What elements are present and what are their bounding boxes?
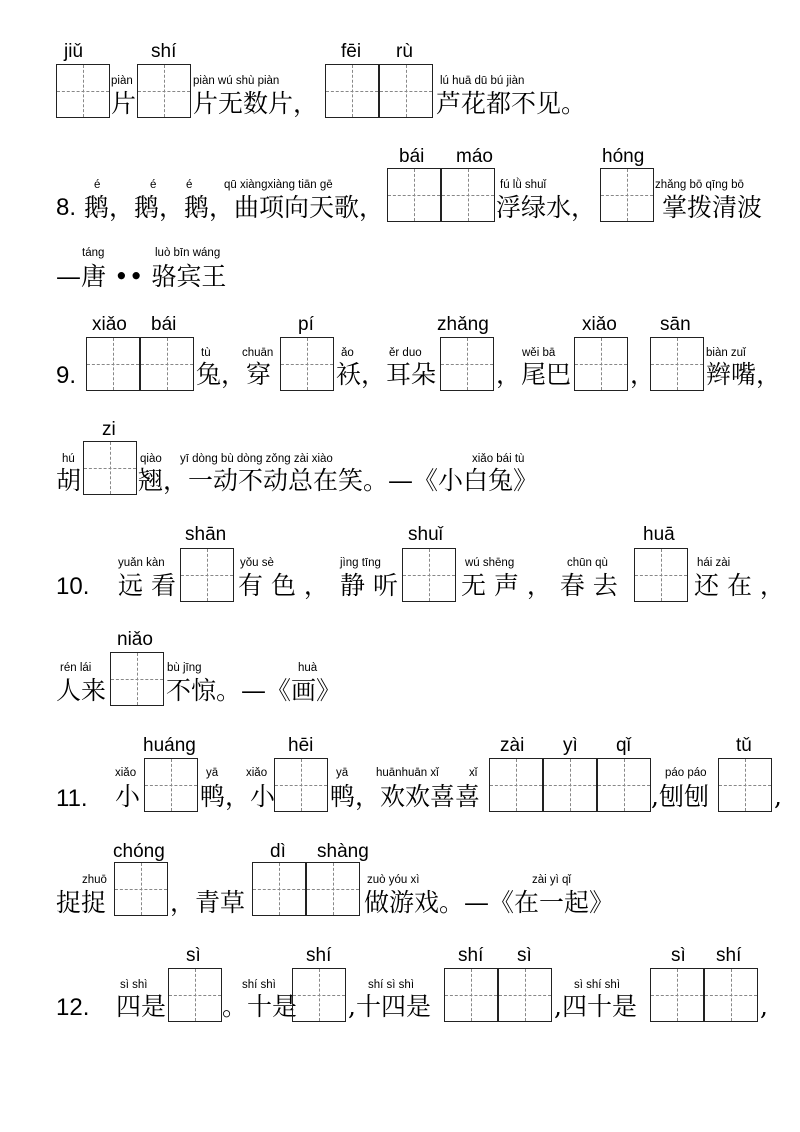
pinyin: xiǎo	[582, 314, 617, 335]
text: 四是	[116, 992, 167, 1021]
text: 人来	[56, 676, 107, 705]
small-pinyin: é	[94, 179, 101, 191]
text: 辫嘴，	[706, 360, 782, 389]
pinyin: yì	[563, 735, 578, 756]
answer-box[interactable]	[600, 168, 654, 222]
text: ,刨刨	[651, 782, 709, 811]
small-pinyin: zài yì qǐ	[532, 874, 571, 886]
pinyin: niǎo	[117, 629, 153, 650]
small-pinyin: wěi bā	[522, 347, 556, 359]
text: 鹅，鹅，鹅，曲项向天歌，	[84, 193, 385, 222]
answer-box[interactable]	[110, 652, 164, 706]
small-pinyin: zhuō	[82, 874, 107, 886]
small-pinyin: lú huā dū bú jiàn	[440, 75, 525, 87]
pinyin: sì	[671, 945, 686, 966]
pinyin: tǔ	[736, 735, 752, 756]
small-pinyin: é	[150, 179, 157, 191]
small-pinyin: yǒu sè	[240, 557, 274, 569]
pinyin: hēi	[288, 735, 314, 756]
small-pinyin: fú lǜ shuǐ	[500, 179, 547, 191]
answer-box[interactable]	[140, 337, 194, 391]
small-pinyin: qiào	[140, 453, 162, 465]
pinyin: chóng	[113, 841, 165, 862]
answer-box[interactable]	[56, 64, 110, 118]
text: 掌拨清波	[662, 193, 763, 222]
answer-box[interactable]	[168, 968, 222, 1022]
pinyin: dì	[270, 841, 286, 862]
small-pinyin: chūn qù	[567, 557, 608, 569]
text: ，	[630, 360, 656, 389]
small-pinyin: wú shēng	[465, 557, 515, 569]
text: 不惊。—《画》	[166, 676, 342, 705]
question-number: 9.	[56, 362, 77, 389]
answer-box[interactable]	[574, 337, 628, 391]
answer-box[interactable]	[650, 968, 704, 1022]
small-pinyin: huānhuān xǐ	[376, 767, 439, 779]
question-number: 11.	[56, 785, 88, 812]
text: 鸭，小	[200, 782, 276, 811]
pinyin: xiǎo	[92, 314, 127, 335]
answer-box[interactable]	[441, 168, 495, 222]
text: 无 声 ， 春 去	[461, 571, 618, 600]
text: ,	[760, 992, 768, 1021]
text: 兔，穿	[196, 360, 272, 389]
small-pinyin: táng	[82, 247, 105, 259]
pinyin: shí	[151, 41, 177, 62]
text: 胡	[56, 466, 82, 495]
text: 小	[115, 782, 141, 811]
small-pinyin: yuǎn kàn	[118, 557, 165, 569]
small-pinyin: xǐ	[469, 767, 478, 779]
small-pinyin: yī dòng bù dòng zǒng zài xiào	[180, 453, 333, 465]
answer-box[interactable]	[83, 441, 137, 495]
text: 袄，耳朵	[336, 360, 437, 389]
pinyin: qǐ	[616, 735, 631, 756]
answer-box[interactable]	[86, 337, 140, 391]
pinyin: bái	[399, 146, 425, 167]
answer-box[interactable]	[274, 758, 328, 812]
small-pinyin: hái zài	[697, 557, 731, 569]
small-pinyin: huà	[298, 662, 318, 674]
answer-box[interactable]	[387, 168, 441, 222]
answer-box[interactable]	[543, 758, 597, 812]
small-pinyin: bù jīng	[167, 662, 202, 674]
pinyin: shí	[458, 945, 484, 966]
text: 浮绿水，	[496, 193, 597, 222]
pinyin: hóng	[602, 146, 645, 167]
answer-box[interactable]	[252, 862, 306, 916]
text: 芦花都不见。	[436, 89, 587, 118]
pinyin: shuǐ	[408, 524, 443, 545]
small-pinyin: chuān	[242, 347, 274, 359]
answer-box[interactable]	[444, 968, 498, 1022]
pinyin: huáng	[143, 735, 196, 756]
text: ，尾巴	[496, 360, 572, 389]
text: 还 在 ，	[694, 571, 785, 600]
pinyin: jiǔ	[64, 41, 84, 62]
attribution: —唐 •• 骆宾王	[56, 262, 227, 291]
text: 捉捉	[56, 888, 107, 917]
small-pinyin: shí shì	[242, 979, 276, 991]
small-pinyin: xiǎo bái tù	[472, 453, 525, 465]
pinyin: zi	[102, 419, 116, 440]
pinyin: huā	[643, 524, 675, 545]
pinyin: sì	[517, 945, 532, 966]
text: 静 听	[340, 571, 398, 600]
small-pinyin: xiǎo	[115, 767, 137, 779]
small-pinyin: yā	[336, 767, 349, 779]
pinyin: shí	[306, 945, 332, 966]
text: ，青草	[170, 888, 246, 917]
text: 翘，一动不动总在笑。—《小白兔》	[138, 466, 539, 495]
small-pinyin: jìng tīng	[340, 557, 381, 569]
pinyin: fēi	[341, 41, 362, 62]
answer-box[interactable]	[280, 337, 334, 391]
question-number: 10.	[56, 573, 90, 600]
small-pinyin: shí sì shì	[368, 979, 415, 991]
small-pinyin: hú	[62, 453, 75, 465]
text: ,	[774, 782, 782, 811]
small-pinyin: biàn zuǐ	[706, 347, 746, 359]
text: ,四十是	[554, 992, 637, 1021]
answer-box[interactable]	[180, 548, 234, 602]
small-pinyin: sì shí shì	[574, 979, 621, 991]
pinyin: shān	[185, 524, 227, 545]
answer-box[interactable]	[292, 968, 346, 1022]
answer-box[interactable]	[137, 64, 191, 118]
text: 做游戏。—《在一起》	[364, 888, 615, 917]
small-pinyin: xiǎo	[246, 767, 268, 779]
small-pinyin: piàn	[111, 75, 133, 87]
text: 。十是	[222, 992, 298, 1021]
text: 片	[111, 89, 137, 118]
answer-box[interactable]	[498, 968, 552, 1022]
small-pinyin: piàn wú shù piàn	[193, 75, 280, 87]
small-pinyin: ǎo	[341, 347, 354, 359]
small-pinyin: zhǎng bō qīng bō	[655, 179, 744, 191]
small-pinyin: ěr duo	[389, 347, 422, 359]
answer-box[interactable]	[306, 862, 360, 916]
answer-box[interactable]	[440, 337, 494, 391]
pinyin: zài	[500, 735, 525, 756]
answer-box[interactable]	[597, 758, 651, 812]
answer-box[interactable]	[704, 968, 758, 1022]
small-pinyin: luò bīn wáng	[155, 247, 221, 259]
answer-box[interactable]	[634, 548, 688, 602]
pinyin: shàng	[317, 841, 369, 862]
pinyin: máo	[456, 146, 493, 167]
pinyin: sān	[660, 314, 691, 335]
text: 鸭，欢欢喜喜	[330, 782, 481, 811]
answer-box[interactable]	[325, 64, 379, 118]
small-pinyin: qū xiàngxiàng tiān gē	[224, 179, 333, 191]
pinyin: sì	[186, 945, 201, 966]
text: 片无数片，	[193, 89, 319, 118]
pinyin: zhǎng	[437, 314, 489, 335]
text: 有 色 ，	[238, 571, 329, 600]
text: 远 看	[118, 571, 176, 600]
answer-box[interactable]	[402, 548, 456, 602]
pinyin: pí	[298, 314, 314, 335]
small-pinyin: páo páo	[665, 767, 707, 779]
answer-box[interactable]	[718, 758, 772, 812]
small-pinyin: rén lái	[60, 662, 92, 674]
small-pinyin: yā	[206, 767, 219, 779]
small-pinyin: zuò yóu xì	[367, 874, 420, 886]
answer-box[interactable]	[144, 758, 198, 812]
small-pinyin: é	[186, 179, 193, 191]
pinyin: bái	[151, 314, 177, 335]
small-pinyin: sì shì	[120, 979, 148, 991]
small-pinyin: tù	[201, 347, 211, 359]
answer-box[interactable]	[650, 337, 704, 391]
answer-box[interactable]	[489, 758, 543, 812]
question-number: 12.	[56, 994, 90, 1021]
question-number: 8.	[56, 194, 77, 221]
answer-box[interactable]	[379, 64, 433, 118]
pinyin: shí	[716, 945, 742, 966]
text: ,十四是	[348, 992, 431, 1021]
pinyin: rù	[396, 41, 413, 62]
answer-box[interactable]	[114, 862, 168, 916]
